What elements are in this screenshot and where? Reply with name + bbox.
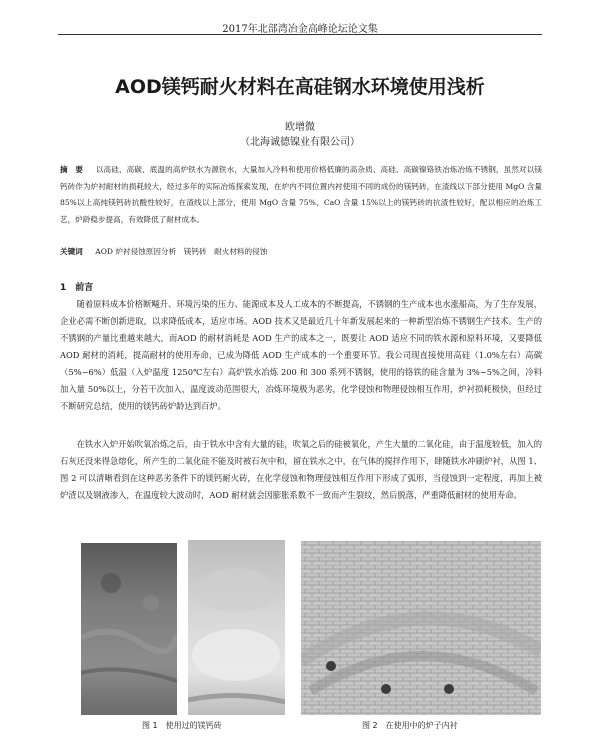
author-name: 欧增微 [285,122,315,133]
keywords-text: AOD 炉衬侵蚀原因分析 镁钙砖 耐火材料的侵蚀 [95,247,268,256]
furnace-lining-photo [301,541,541,715]
body-paragraph: 随着原料成本价格断飚升、环境污染的压力、能源成本及人工成本的不断提高，不锈钢的生产成本也水涨船高，为了生存发展，企业必需不断创新进取，以求降低成本，适应市场。AOD 技术又是最近几十年新发展起来的一种新型冶炼不锈钢生产技术。生产的不锈钢的产量比重越来越大，而AOD 的耐材消耗是 AOD 生产的成本之一，既要让 AOD 适应不同的铁水源和原料环境，又要降低AOD 耐材的消耗，提高耐材的使用寿命，已成为降低 AOD 生产成本的一个重要环节。我公司现直接使用高硅（1.0%左右）高碳（5%~6%）低温（入炉温度 1250℃左右）高炉铁水冶炼 200 和 300 系列不锈钢，使用的铬铁的硅含量为 3%~5%之间，冷料加入量 50%以上，分若干次加入，温度波动范围很大，冶炼环境极为恶劣，化学侵蚀和物理侵蚀相互作用，炉衬损耗极快，但经过不断研究总结，使用的镁钙砖炉龄达到百炉。 [60,299,542,411]
running-header: 2017年北部湾冶金高峰论坛论文集 [222,24,378,35]
section-heading: 1 前言 [60,283,94,293]
used-brick-photo-2 [188,540,285,715]
figure-1-caption: 图 1 使用过的镁钙砖 [142,721,222,730]
paper-title: AOD镁钙耐火材料在高硅钢水环境使用浅析 [115,76,485,98]
abstract [60,162,542,228]
abstract-label: 摘 要 [60,165,84,174]
author-affiliation: （北海诚德镍业有限公司） [240,137,360,148]
body-paragraph: 在铁水入炉开始吹氧冶炼之后，由于铁水中含有大量的硅，吹氧之后的硅被氧化，产生大量的二氧化硅，由于温度较低，加入的石灰还没来得急熔化，所产生的二氧化硅不能及时被石灰中和，留在铁水之中，在气体的搅拌作用下，肆随铁水冲刷炉衬，从图 1、图 2 可以清晰看到在这种恶劣条件下的镁钙耐火砖，在化学侵蚀和物理侵蚀相互作用下形成了弧形，当侵蚀到一定程度，再加上被炉渣以及钢液渗入，在温度较大波动时，AOD 耐材就会因膨胀系数不一致而产生裂纹，然后脱落，严重降低耐材的使用寿命。 [60,439,542,500]
keywords-label: 关键词 [60,247,83,256]
keywords [60,245,542,259]
abstract-text: 以高硅、高碳、底温的高炉铁水为源铁水，大量加入冷料和使用价格低廉的高杂质、高硅、高碳镍铬铁冶炼冶炼不锈钢，虽然对以镁钙砖作为炉衬耐材的损耗较大，经过多年的实际冶炼探索发现，在炉内不同位置内衬使用不同的成份的镁钙砖，在渣线以下部分使用 MgO 含量 85%以上高纯镁钙砖抗酸性较好，在渣线以上部分，使用 MgO 含量 75%、CaO 含量 15%以上的镁钙砖的抗渣性较好，配以相应的冶炼工艺，炉龄稳步提高，有效降低了耐材成本。 [60,165,542,224]
figure-2-caption: 图 2 在使用中的炉子内衬 [362,721,458,730]
header-rule [58,34,542,35]
used-brick-photo-1 [81,543,177,715]
